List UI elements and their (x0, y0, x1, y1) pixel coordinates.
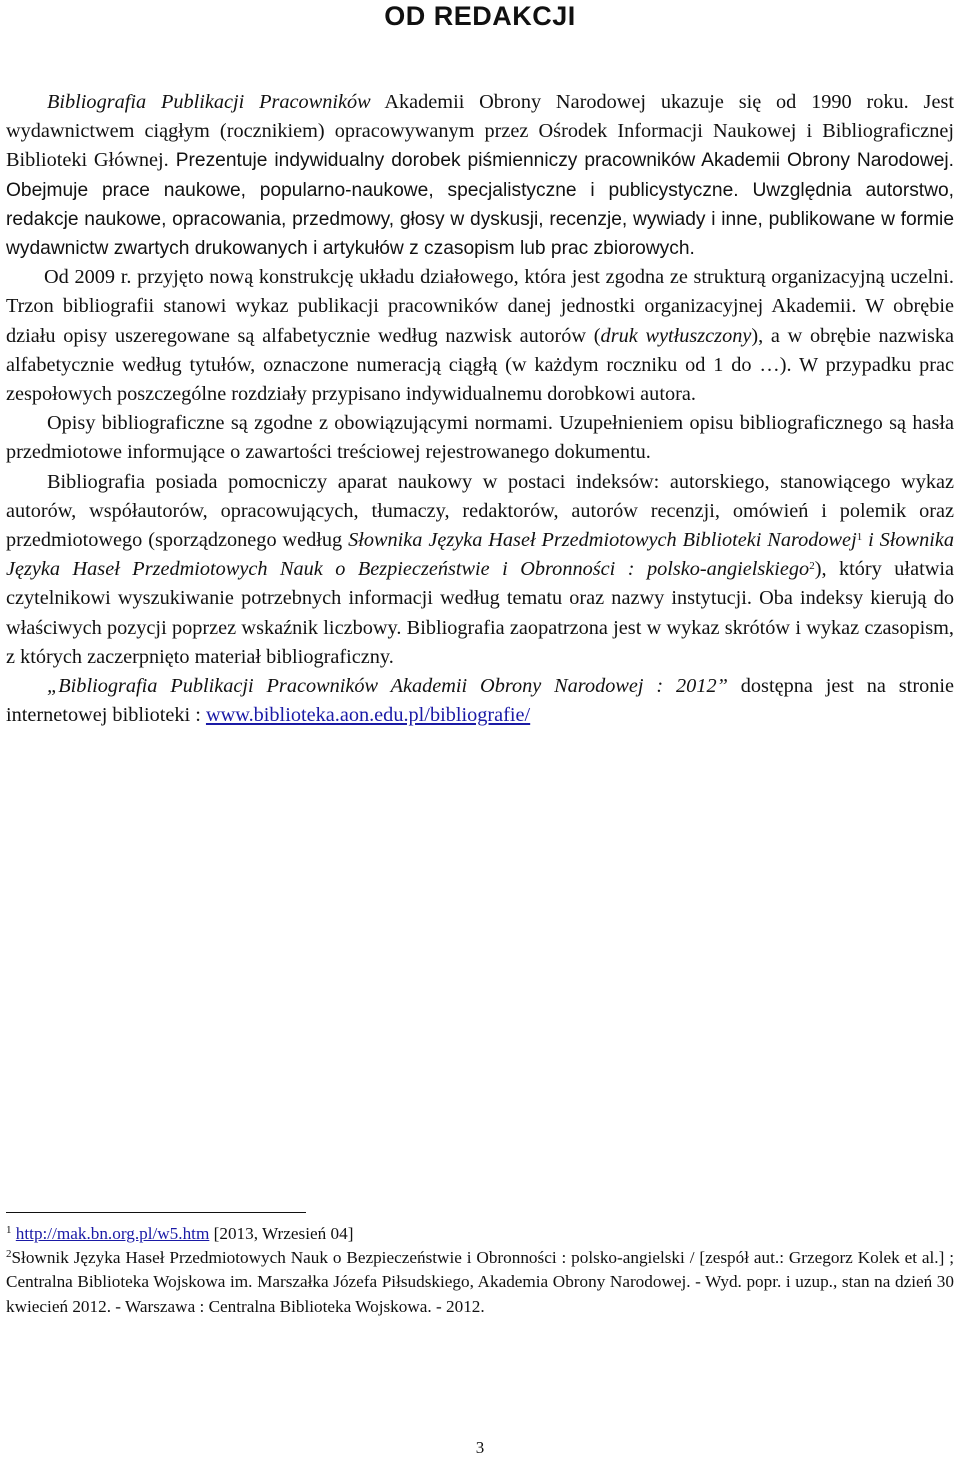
paragraph-structure: Od 2009 r. przyjęto nową konstrukcję układu działowego, która jest zgodna ze strukturą organizacyjną uczelni. Trzon bibliografii stanowi wykaz publikacji pracowników danej jednostki organizacyjnej Akademii. W obrębie działu opisy uszeregowane są alfabetycznie według nazwisk autorów (druk wytłuszczony), a w obrębie nazwiska alfabetycznie według tytułów, oznaczone numeracją ciągłą (w każdym roczniku od 1 do …). W przypadku prac zespołowych poszczególne rozdziały przypisano indywidualnemu dorobkowi autora. (6, 266, 955, 406)
dictionary-title-1: Słownika Języka Haseł Przedmiotowych Biblioteki Narodowej (348, 529, 857, 552)
dictionary-title-2: i Słownika Języka Haseł Przedmiotowych Nauk o Bezpieczeństwie i Obronności : polsko-angielskiego (6, 529, 954, 581)
library-website-link[interactable]: www.biblioteka.aon.edu.pl/bibliografie/ (205, 704, 531, 727)
paragraph-availability: „Bibliografia Publikacji Pracowników Akademii Obrony Narodowej : 2012” dostępna jest na stronie internetowej biblioteki : www.biblioteka.aon.edu.pl/bibliografie/ (6, 675, 954, 727)
footnotes (6, 1222, 954, 1319)
page-title: OD REDAKCJI (384, 1, 576, 31)
editorial-body (6, 88, 954, 730)
footnote-ref-1[interactable]: 1 (856, 531, 863, 544)
bold-print-note: druk wytłuszczony (600, 324, 752, 347)
footnote-separator (6, 1212, 306, 1213)
footnote-ref-2[interactable]: 2 (809, 560, 815, 573)
footnote-1-link[interactable]: http://mak.bn.org.pl/w5.htm (15, 1224, 210, 1243)
publication-title-italic: Bibliografia Publikacji Pracowników (47, 91, 371, 113)
footnote-2: $^2$Słownik Języka Haseł Przedmiotowych Nauk o Bezpieczeństwie i Obronności : polsko-angielski / [zespół aut.: Grzegorz Kolek et al.] ; Centralna Biblioteka Wojskowa im. Marszałka Józefa Piłsudskiego, Akademia Obrony Narodowej. - Wyd. popr. i uzup., stan na dzień 30 kwiecień 2012. - Warszawa : Centralna Biblioteka Wojskowa. - 2012. (6, 1248, 954, 1316)
footnote-1: $^1$ http://mak.bn.org.pl/w5.htm [2013, Wrzesień 04] (6, 1224, 354, 1243)
scope-text: Prezentuje indywidualny dorobek piśmienniczy pracowników Akademii Obrony Narodowej. Obejmuje prace naukowe, popularno-naukowe, specjalistyczne i publicystyczne. Uwzględnia autorstwo, redakcje naukowe, opracowania, przedmowy, głosy w dyskusji, recenzje, wywiady i inne, publikowane w formie wydawnictw zwartych drukowanych i artykułów z czasopism lub prac zbiorowych. (6, 150, 954, 260)
page-number: 3 (475, 1438, 485, 1457)
bibliography-title-quote: „Bibliografia Publikacji Pracowników Akademii Obrony Narodowej : 2012” (47, 675, 728, 698)
paragraph-indexes: Bibliografia posiada pomocniczy aparat naukowy w postaci indeksów: autorskiego, stanowiącego wykaz autorów, współautorów, opracowujących, tłumaczy, redaktorów, autorów recenzji, omówień i polemik oraz przedmiotowego (sporządzonego według Słownika Języka Haseł Przedmiotowych Biblioteki Narodowej$^1$ i Słownika Języka Haseł Przedmiotowych Nauk o Bezpieczeństwie i Obronności : polsko-angielskiego$^2$), który ułatwia czytelnikowi wyszukiwanie potrzebnych informacji według tematu oraz nazwy instytucji. Oba indeksy kierują do właściwych pozycji poprzez wskaźnik liczbowy. Bibliografia zaopatrzona jest w wykaz skrótów i wykaz czasopism, z których zaczerpnięto materiał bibliograficzny. (6, 470, 954, 668)
paragraph-intro: Bibliografia Publikacji Pracowników Akademii Obrony Narodowej ukazuje się od 1990 roku. Jest wydawnictwem ciągłym (rocznikiem) opracowywanym przez Ośrodek Informacji Naukowej i Bibliograficznej Biblioteki Głównej. Prezentuje indywidualny dorobek piśmienniczy pracowników Akademii Obrony Narodowej. Obejmuje prace naukowe, popularno-naukowe, specjalistyczne i publicystyczne. Uwzględnia autorstwo, redakcje naukowe, opracowania, przedmowy, głosy w dyskusji, recenzje, wywiady i inne, publikowane w formie wydawnictw zwartych drukowanych i artykułów z czasopism lub prac zbiorowych. (6, 91, 954, 260)
document-page (6, 0, 954, 1464)
paragraph-norms: Opisy bibliograficzne są zgodne z obowiązującymi normami. Uzupełnieniem opisu bibliograficznego są hasła przedmiotowe informujące o zawartości treściowej rejestrowanego dokumentu. (6, 412, 954, 464)
